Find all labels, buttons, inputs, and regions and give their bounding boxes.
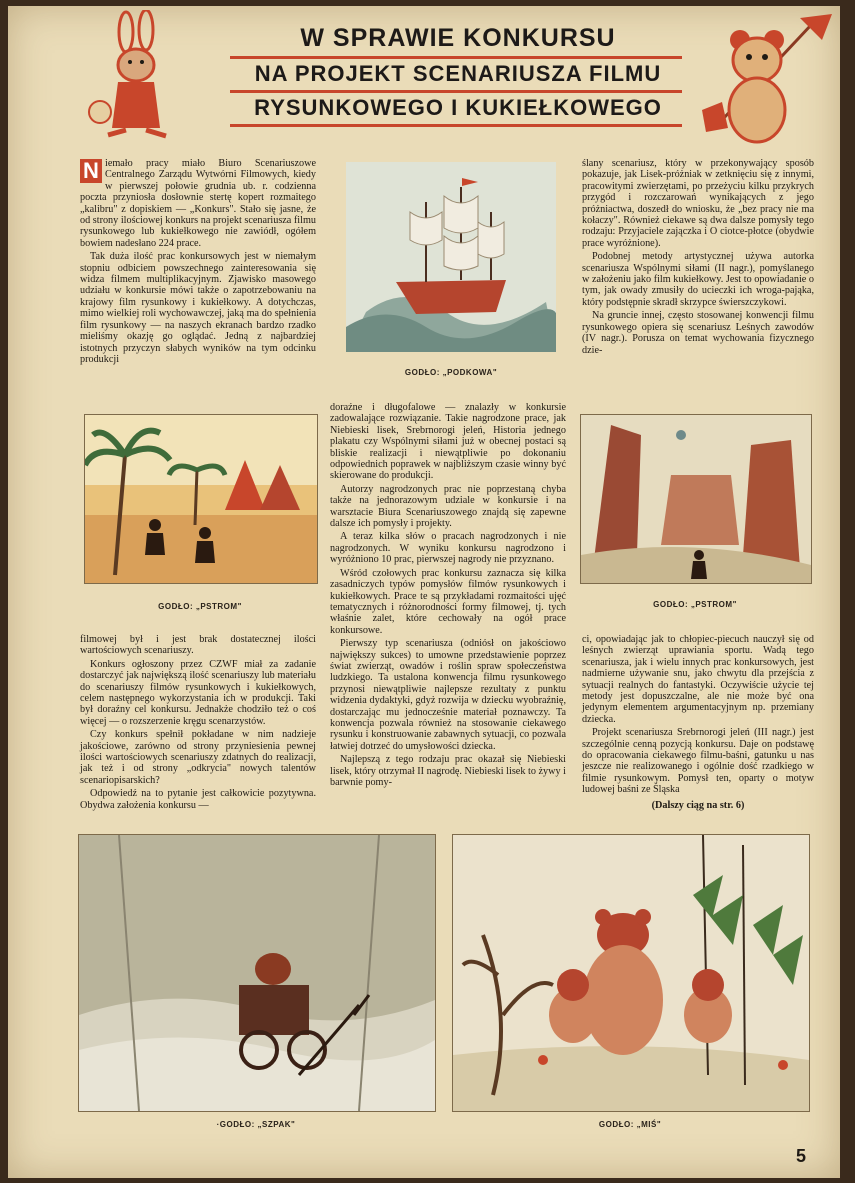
column-1-top [80,158,316,367]
paragraph: N iemało pracy miało Biuro Scenariuszowe Centralnego Zarządu Wytwórni Filmowych, kiedy w pierwszej połowie grudnia ub. r. codzienna poczta przyniosła dosłownie stertę kopert rozmaitego „kalibru" z dopiskiem — „Konkurs". Stało się jasne, że od strony ilościowej konkurs na projekt scenariusza filmu rysunkowego lub kukiełkowego nie zawiódł, ogółem bowiem nadesłano 224 prace. [80,158,316,249]
paragraph: Na gruncie innej, często stosowanej konwencji filmu rysunkowego opiera się scenariusz Leśnych zawodów (IV nagr.). Porusza on temat wychowania fizycznego dzie- [582,310,814,356]
caption-bears: GODŁO: „MIŚ" [598,1120,662,1129]
paragraph: Wśród czołowych prac konkursu zaznacza się kilka zasadniczych typów pomysłów filmów rysunkowych i kukiełkowych. Prace te są przykładami rozmaitości ujęć tematycznych i różnorodności formy filmowej, tj. tych właśnie zalet, które cechowały na ogół prace konkursowe. [330,567,566,636]
drop-cap: N [80,159,102,183]
caption-city: GODŁO: „PSTROM" [653,600,737,609]
bear-illustration [682,10,838,150]
title-line-3: RYSUNKOWEGO I KUKIEŁKOWEGO [254,95,662,120]
ship-illustration [346,162,556,352]
column-3-bottom [582,634,814,813]
paragraph: Podobnej metody artystycznej używa autorka scenariusza Wspólnymi siłami (II nagr.), pomyślanego w założeniu jako film kukiełkowy. Jest to opowiadanie o tym, jak owady zmusiły do ucieczki ich wroga-pająka, który podstępnie skradł skrzypce świerszczykowi. [582,251,814,308]
title-line-1: W SPRAWIE KONKURSU [300,24,616,52]
title-rule [230,90,682,93]
paragraph: Odpowiedź na to pytanie jest całkowicie pozytywna. Obydwa założenia konkursu — [80,788,316,811]
magazine-page [8,6,840,1178]
paragraph: ślany scenariusz, który w przekonywający sposób pokazuje, jak Lisek-próżniak w zetknięciu się z innymi, pracowitymi zwierzętami, po przeżyciu kilku przykrych przygód i rozczarowań wynikających z jego próżniactwa, doszedł do wniosku, że „bez pracy nie ma kołaczy". Również ciekawe są dwa dalsze pomysły tego rodzaju: Przyjaciele zajączka i O ciotce-płotce (obydwie prace wyróżnione). [582,158,814,249]
caption-ship: GODŁO: „PODKOWA" [404,368,498,377]
page-number: 5 [796,1146,807,1166]
column-3-top [582,158,814,358]
bears-illustration [452,834,810,1112]
paragraph: filmowej był i jest brak dostatecznej ilości wartościowych scenariuszy. [80,634,316,657]
title-rule [230,124,682,127]
caption-cart: ·GODŁO: „SZPAK" [216,1120,296,1129]
title-line-2: NA PROJEKT SCENARIUSZA FILMU [254,61,662,86]
paragraph: doraźne i długofalowe — znalazły w konkursie zadowalające rozwiązanie. Takie nagrodzone prace, jak Niebieski lisek, Srebrnorogi jeleń, Historia jednego plakatu czy Wspólnymi siłami już w obecnej postaci są bliskie realizacji i niewątpliwie po dokonaniu odpowiednich poprawek w najbliższym czasie winny być skierowane do produkcji. [330,402,566,482]
rabbit-illustration [78,10,188,150]
column-1-bottom [80,634,316,813]
column-2-middle [330,402,566,790]
city-illustration [580,414,812,584]
paragraph: Projekt scenariusza Srebrnorogi jeleń (III nagr.) jest szczególnie cenną pozycją konkursu. Daje on podstawę do opracowania ciekawego filmu-baśni, gatunku u nas jeszcze nie realizowanego i ogólnie dość rzadkiego w filmie rysunkowym. Pomysł ten, oparty o motyw ludowej baśni ze Śląska [582,727,814,796]
caption-palms: GODŁO: „PSTROM" [158,602,242,611]
paragraph: Najlepszą z tego rodzaju prac okazał się Niebieski lisek, który otrzymał II nagrodę. Niebieski lisek to żywy i barwnie pomy- [330,754,566,788]
paragraph: Autorzy nagrodzonych prac nie poprzestaną chyba także na jednorazowym udziale w konkursie i na warsztacie Biura Scenariuszowego znajdą się zapewne dalsze ich pomysły i projekty. [330,483,566,530]
paragraph: Tak duża ilość prac konkursowych jest w niemałym stopniu odbiciem powszechnego zainteresowania się widza filmem multiplikacyjnym. Zjawisko masowego udziału w konkursie mówi także o zapotrzebowaniu na krajowy film rysunkowy i kukiełkowy. A dotychczas, mimo wielkiej roli wychowawczej, jaką ma do spełnienia film rysunkowy — na naszych ekranach bardzo rzadko mieliśmy okazję go oglądać. Jedną z najbardziej istotnych przyczyn słabych wyników na tym odcinku produkcji [80,251,316,365]
paragraph: ci, opowiadając jak to chłopiec-piecuch nauczył się od leśnych zwierząt uprawiania sportu. Wadą tego scenariusza, jak i wielu innych prac konkursowych, jest nadmierne używanie snu, jako chwytu dla przejścia z sytuacji realnych do fantastyki. Oczywiście użycie tej metody jest dopuszczalne, ale nie może być ona jedynym elementem argumentacyjnym np. przemiany dziecka. [582,634,814,725]
paragraph: A teraz kilka słów o pracach nagrodzonych i nie nagrodzonych. W wyniku konkursu nagrodzono i wyróżniono 10 prac, pierwszej nagrody nie przyznano. [330,531,566,566]
palms-illustration [84,414,318,584]
cart-illustration [78,834,436,1112]
paragraph: Pierwszy typ scenariusza (odniósł on jakościowo największy sukces) to umowne przedstawienie poprzez świat zwierząt, owadów i roślin spraw społeczeństwa ludzkiego. Ta ustalona konwencja filmu rysunkowego przynosi niewątpliwie najlepsze rezultaty z punktu widzenia dydaktyki, gdyż rozwija w dziecku wyobraźnię, dostarczając mu jednocześnie materiał poznawczy. Ta konwencja pozwala również na stosowanie ciekawego rysunku i konstruowanie zabawnych sytuacji, co pozwala łatwiej dotrzeć do umysłowości dziecka. [330,638,566,752]
continued-note: (Dalszy ciąg na str. 6) [651,799,745,811]
title-rule [230,56,682,59]
paragraph: Konkurs ogłoszony przez CZWF miał za zadanie dostarczyć jak największą ilość scenariuszy lub materiału do scenariuszy filmów rysunkowych i kukiełkowych, celem następnego wykorzystania ich w produkcji. Taki był doraźny cel konkursu. Jednakże chodziło też o coś więcej — o rozszerzenie kręgu scenarzystów. [80,658,316,727]
paragraph: Czy konkurs spełnił pokładane w nim nadzieje jakościowe, zarówno od strony przyniesienia pewnej ilości wartościowych scenariuszy zdatnych do realizacji, jak też i od strony „odkrycia" nowych talentów scenariopisarskich? [80,729,316,786]
